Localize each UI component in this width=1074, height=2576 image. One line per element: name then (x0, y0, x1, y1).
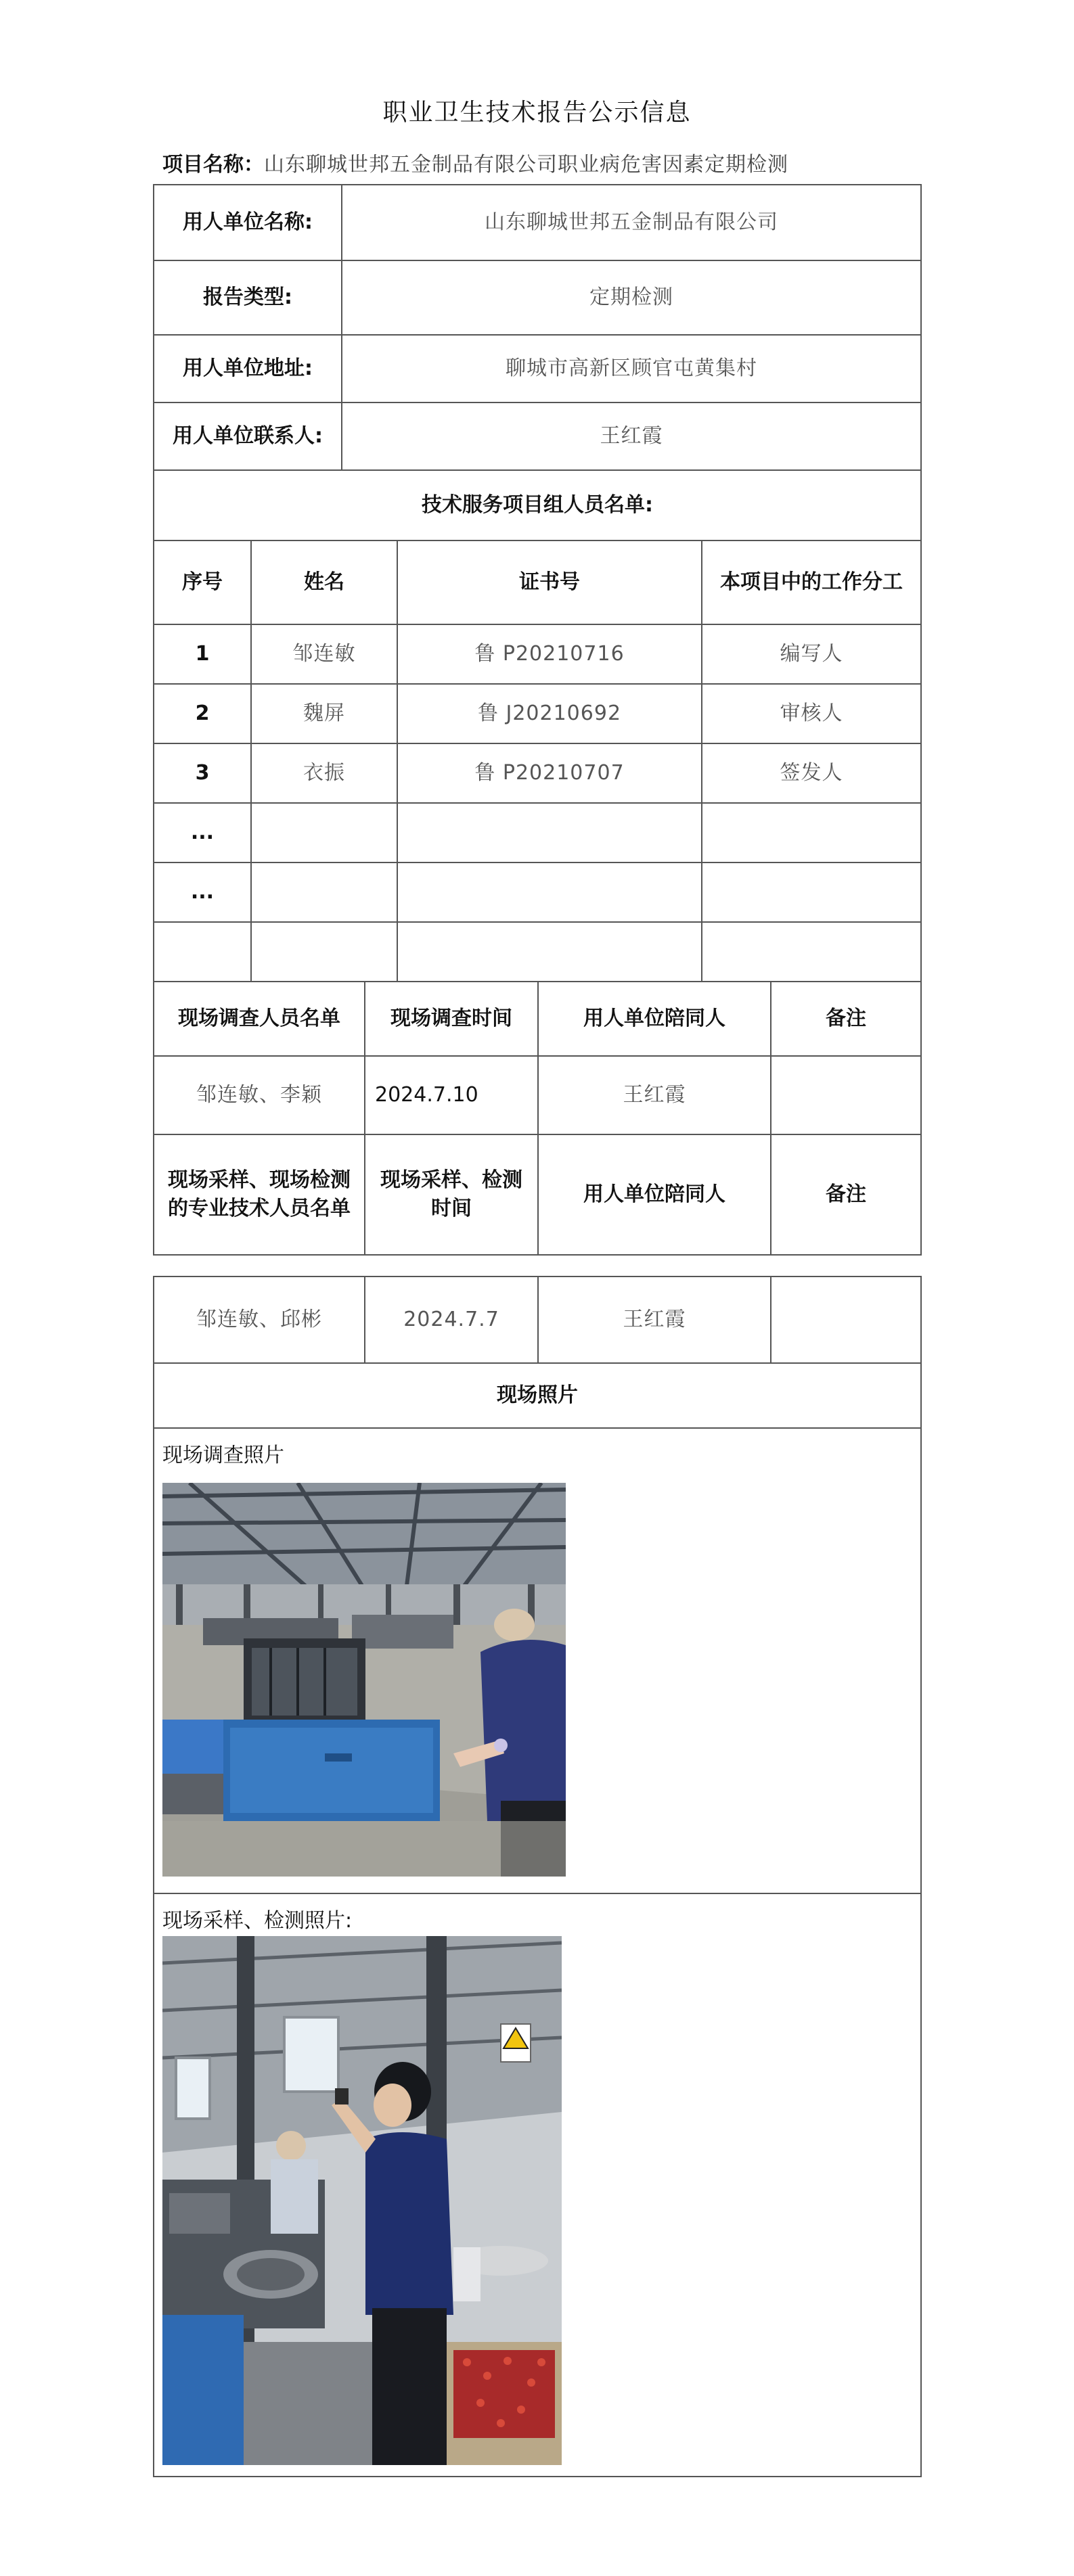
contact-value: 王红霞 (341, 403, 920, 469)
sampling-header-time: 现场采样、检测时间 (364, 1135, 537, 1254)
report-type-label: 报告类型: (203, 285, 292, 309)
team-row-no: ... (190, 821, 215, 844)
survey-note (770, 1057, 920, 1134)
project-name-value: 山东聊城世邦五金制品有限公司职业病危害因素定期检测 (264, 153, 788, 177)
sampling-photo-section (154, 1893, 920, 2476)
project-name-label: 项目名称： (162, 153, 264, 177)
team-header-cert: 证书号 (397, 541, 701, 624)
survey-photo-section (154, 1427, 920, 1893)
contact-label: 用人单位联系人: (173, 424, 323, 448)
contact-row (154, 402, 920, 469)
team-row-cert: 鲁 P20210707 (397, 744, 701, 802)
report-type-row (154, 260, 920, 334)
team-row-name (250, 863, 397, 921)
survey-companion: 王红霞 (537, 1057, 770, 1134)
sampling-header-staff: 现场采样、现场检测的专业技术人员名单 (168, 1168, 351, 1220)
survey-header-companion: 用人单位陪同人 (537, 982, 770, 1055)
team-row-role: 签发人 (701, 744, 920, 802)
team-row-no: ... (190, 880, 215, 904)
team-row-role: 编写人 (701, 625, 920, 683)
sampling-header-row (154, 1134, 920, 1254)
team-heading-row (154, 469, 920, 540)
team-row-cert: 鲁 P20210716 (397, 625, 701, 683)
team-heading: 技术服务项目组人员名单: (422, 493, 653, 517)
team-row-no: 2 (195, 702, 210, 725)
table-row (154, 862, 920, 921)
sampling-photo-label: 现场采样、检测照片: (162, 1909, 353, 1933)
address-row (154, 334, 920, 402)
sampling-row (154, 1277, 920, 1362)
survey-header-note: 备注 (770, 982, 920, 1055)
team-header-name: 姓名 (250, 541, 397, 624)
photo-table (153, 1276, 922, 2477)
team-row-role (701, 804, 920, 862)
table-row (154, 624, 920, 683)
survey-photo (162, 1483, 566, 1877)
team-header-role: 本项目中的工作分工 (701, 541, 920, 624)
team-row-name: 邹连敏 (250, 625, 397, 683)
survey-header-row (154, 981, 920, 1055)
photo-heading: 现场照片 (497, 1383, 578, 1407)
address-label: 用人单位地址: (183, 356, 313, 380)
team-row-name (250, 923, 397, 981)
sampling-time: 2024.7.7 (364, 1277, 537, 1362)
photo-heading-row (154, 1362, 920, 1427)
survey-row (154, 1055, 920, 1134)
employer-value: 山东聊城世邦五金制品有限公司 (341, 185, 920, 260)
project-name-line (162, 147, 788, 177)
survey-staff: 邹连敏、李颖 (196, 1083, 322, 1107)
team-row-role (701, 923, 920, 981)
team-row-name: 衣振 (250, 744, 397, 802)
address-value: 聊城市高新区顾官屯黄集村 (341, 336, 920, 402)
team-row-name (250, 804, 397, 862)
survey-time: 2024.7.10 (364, 1057, 537, 1134)
team-row-name: 魏屏 (250, 685, 397, 743)
team-row-cert (397, 804, 701, 862)
sampling-header-note: 备注 (770, 1135, 920, 1254)
team-header-no: 序号 (182, 570, 223, 594)
team-row-cert (397, 863, 701, 921)
team-header-row (154, 540, 920, 624)
sampling-companion: 王红霞 (537, 1277, 770, 1362)
team-row-role: 审核人 (701, 685, 920, 743)
survey-header-staff: 现场调查人员名单 (178, 1007, 340, 1030)
employer-row (154, 185, 920, 260)
team-row-cert: 鲁 J20210692 (397, 685, 701, 743)
table-row (154, 802, 920, 862)
team-row-no: 3 (195, 761, 210, 785)
survey-photo-label: 现场调查照片 (162, 1444, 284, 1467)
page-title: 职业卫生技术报告公示信息 (382, 99, 692, 127)
team-row-no: 1 (195, 642, 210, 666)
table-row (154, 743, 920, 802)
team-row-cert (397, 923, 701, 981)
team-row-no (154, 923, 250, 981)
report-type-value: 定期检测 (341, 261, 920, 334)
sampling-note (770, 1277, 920, 1362)
team-row-role (701, 863, 920, 921)
employer-label: 用人单位名称: (183, 210, 313, 234)
table-row (154, 921, 920, 981)
report-info-table (153, 184, 922, 1256)
sampling-staff: 邹连敏、邱彬 (196, 1308, 322, 1331)
sampling-header-companion: 用人单位陪同人 (537, 1135, 770, 1254)
table-row (154, 683, 920, 743)
survey-header-time: 现场调查时间 (364, 982, 537, 1055)
sampling-photo (162, 1936, 562, 2465)
